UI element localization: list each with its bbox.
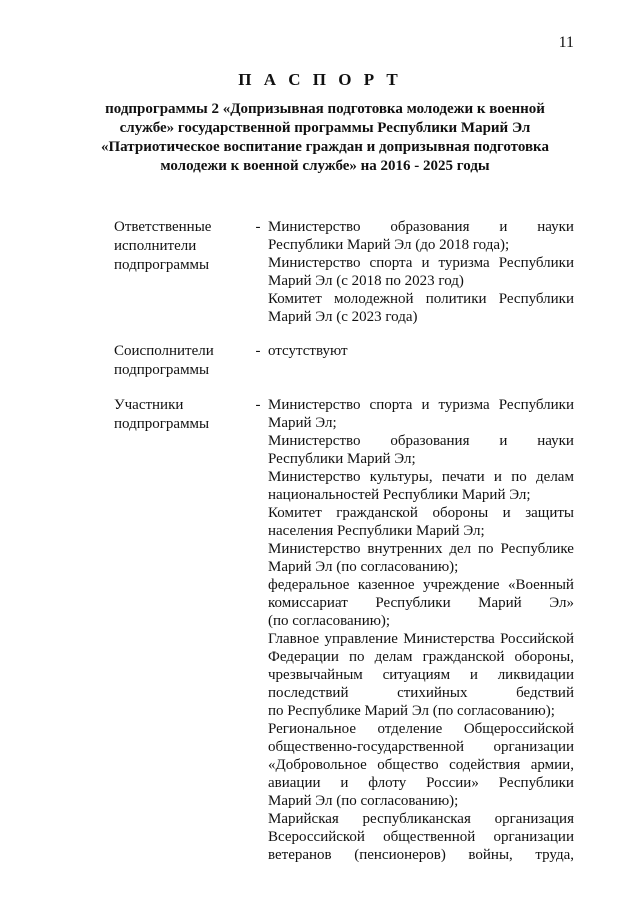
row-participants [114, 396, 576, 864]
row-value-word: учреждение [422, 577, 500, 593]
row-value-line [268, 684, 574, 702]
row-value-word: и [340, 775, 349, 791]
row-values [268, 218, 574, 326]
row-value-word: организации [493, 739, 574, 755]
row-value-word: и [469, 667, 478, 683]
row-label-line: подпрограммы [114, 257, 210, 273]
row-value-word: флоту [368, 775, 407, 791]
row-value-line: Марий Эл; [268, 415, 337, 431]
row-value-word: республиканская [362, 811, 471, 827]
row-responsible-executors [114, 218, 576, 326]
row-value-line [268, 468, 574, 486]
row-value-line [268, 630, 574, 648]
row-value-word: и [421, 397, 430, 413]
row-value-line: населения Республики Марий Эл; [268, 523, 485, 539]
row-value-word: управление [324, 631, 398, 647]
document-title: П А С П О Р Т [238, 70, 402, 89]
row-value-word: спорта [369, 397, 413, 413]
row-value-word: Федерации [268, 649, 339, 665]
row-value-word: ликвидации [497, 667, 574, 683]
row-value-word: дел [449, 541, 472, 557]
row-value-word: обороны, [514, 649, 574, 665]
row-value-word: «Военный [507, 577, 574, 593]
row-value-word: и [502, 505, 511, 521]
row-value-line [268, 432, 574, 450]
subtitle-line: молодежи к военной службе» на 2016 - 2025 годы [160, 158, 490, 174]
document-subtitle [90, 100, 560, 176]
row-value-word: Министерство [268, 541, 361, 557]
row-value-word: авиации [268, 775, 321, 791]
row-label-line: Ответственные [114, 219, 212, 235]
row-value-word: Главное [268, 631, 320, 647]
row-dash: - [255, 343, 261, 359]
row-value-word: Министерство [268, 219, 361, 235]
row-value-word: Комитет [268, 291, 322, 307]
row-value-word: содействия [449, 757, 521, 773]
row-value-word: спорта [369, 255, 413, 271]
row-value-word: Эл» [549, 595, 574, 611]
row-value-word: печати [441, 469, 485, 485]
row-value-line [268, 396, 574, 414]
row-value-word: образования [390, 219, 470, 235]
row-value-line [268, 540, 574, 558]
row-label [114, 342, 248, 380]
row-label-line: Соисполнители [114, 343, 214, 359]
row-values [268, 342, 574, 380]
row-value-line [268, 846, 574, 864]
row-value-line [268, 828, 574, 846]
row-value-word: организация [494, 811, 574, 827]
row-value-word: Министерство [268, 433, 361, 449]
row-value-word: по [511, 469, 527, 485]
row-value-word: и [499, 433, 508, 449]
row-value-word: чрезвычайным [268, 667, 363, 683]
row-value-word: войны, [468, 847, 513, 863]
row-value-word: Республики [498, 775, 574, 791]
row-value-line [268, 720, 574, 738]
row-value-word: последствий [268, 685, 349, 701]
row-value-word: (пенсионеров) [354, 847, 446, 863]
row-value-word: Республики [375, 595, 451, 611]
row-value-word: Министерство [268, 255, 361, 271]
row-value-word: науки [537, 219, 574, 235]
row-value-word: комиссариат [268, 595, 348, 611]
row-value-word: по [348, 649, 365, 665]
row-value-word: стихийных [397, 685, 468, 701]
row-value-word: Республики [498, 255, 574, 271]
row-value-word: общественной [383, 829, 476, 845]
row-label-line: Участники [114, 397, 184, 413]
row-value-line: Республики Марий Эл; [268, 451, 416, 467]
row-value-line [268, 504, 574, 522]
row-value-word: Марий [478, 595, 522, 611]
row-value-word: труда, [535, 847, 574, 863]
row-value-word: федеральное [268, 577, 350, 593]
row-values [268, 396, 574, 864]
passport-table [114, 218, 576, 880]
row-value-line: Марий Эл (по согласованию); [268, 793, 459, 809]
row-value-word: делам [374, 649, 413, 665]
row-value-word: политики [425, 291, 487, 307]
row-value-line [268, 666, 574, 684]
row-value-word: Общероссийской [463, 721, 574, 737]
row-dash: - [255, 219, 261, 235]
row-value-word: ситуациям [382, 667, 451, 683]
row-dash: - [255, 397, 261, 413]
row-value-line [268, 810, 574, 828]
row-value-line [268, 738, 574, 756]
row-value-word: Министерство [268, 397, 361, 413]
row-value-word: и [499, 219, 508, 235]
row-value-word: ветеранов [268, 847, 332, 863]
row-value-line: по Республике Марий Эл (по согласованию); [268, 703, 555, 719]
row-value-line [268, 218, 574, 236]
row-value-word: образования [390, 433, 470, 449]
row-value-word: общество [377, 757, 439, 773]
row-value-word: Республике [500, 541, 574, 557]
row-value-word: «Добровольное [268, 757, 367, 773]
subtitle-line: «Патриотическое воспитание граждан и допризывная подготовка [101, 139, 549, 155]
row-value-line: отсутствуют [268, 343, 348, 359]
row-value-line [268, 774, 574, 792]
row-value-word: Министерство [268, 469, 361, 485]
row-label [114, 218, 248, 326]
row-value-word: туризма [438, 397, 490, 413]
row-value-word: организации [493, 829, 574, 845]
row-value-line [268, 290, 574, 308]
row-value-word: Республики [498, 291, 574, 307]
row-label-line: подпрограммы [114, 362, 210, 378]
row-value-word: Республики [498, 397, 574, 413]
row-value-word: туризма [438, 255, 490, 271]
row-value-word: Министерства [403, 631, 495, 647]
row-value-word: Российской [500, 631, 574, 647]
row-value-line: Марий Эл (с 2018 по 2023 год) [268, 273, 464, 289]
row-co-executors [114, 342, 576, 380]
row-value-line [268, 756, 574, 774]
row-value-word: Марийская [268, 811, 339, 827]
row-value-word: общественно-государственной [268, 739, 465, 755]
row-value-word: и [493, 469, 502, 485]
row-value-line: национальностей Республики Марий Эл; [268, 487, 531, 503]
row-value-word: внутренних [367, 541, 443, 557]
row-value-word: по [478, 541, 494, 557]
row-label [114, 396, 248, 864]
row-label-line: подпрограммы [114, 416, 210, 432]
row-value-word: казенное [357, 577, 415, 593]
row-value-word: молодежной [333, 291, 414, 307]
subtitle-line: подпрограммы 2 «Допризывная подготовка молодежи к военной [105, 101, 545, 117]
row-value-word: и [421, 255, 430, 271]
row-value-word: Комитет [268, 505, 322, 521]
row-value-word: гражданской [336, 505, 418, 521]
page-number: 11 [558, 34, 574, 51]
row-value-line [268, 648, 574, 666]
row-value-word: делам [536, 469, 574, 485]
row-value-word: науки [537, 433, 574, 449]
row-value-word: Региональное [268, 721, 356, 737]
row-value-word: отделение [377, 721, 443, 737]
row-value-line [268, 254, 574, 272]
row-value-word: обороны [432, 505, 489, 521]
subtitle-line: службе» государственной программы Республики Марий Эл [119, 120, 531, 136]
row-value-line: Марий Эл (по согласованию); [268, 559, 459, 575]
row-value-line: Республики Марий Эл (до 2018 года); [268, 237, 510, 253]
row-value-line [268, 594, 574, 612]
row-value-word: бедствий [516, 685, 574, 701]
row-value-line: Марий Эл (с 2023 года) [268, 309, 418, 325]
row-value-word: Всероссийской [268, 829, 365, 845]
row-value-line: (по согласованию); [268, 613, 391, 629]
row-label-line: исполнители [114, 238, 197, 254]
row-value-word: защиты [525, 505, 574, 521]
row-value-line [268, 576, 574, 594]
row-value-word: армии, [530, 757, 574, 773]
row-value-word: культуры, [369, 469, 433, 485]
row-value-word: России» [426, 775, 479, 791]
row-value-word: гражданской [422, 649, 505, 665]
